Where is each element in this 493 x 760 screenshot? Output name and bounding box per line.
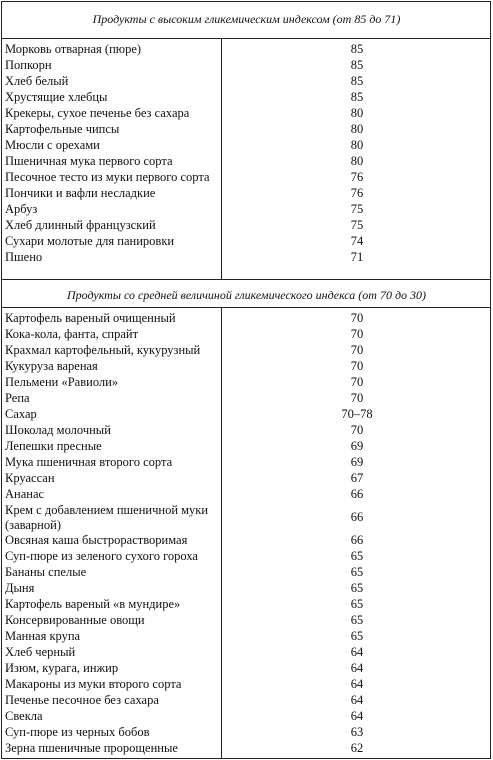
product-name: Суп-пюре из черных бобов <box>5 725 150 739</box>
table-row <box>0 503 493 533</box>
gi-value: 64 <box>350 645 364 659</box>
table-row <box>0 106 493 122</box>
product-name: Сахар <box>5 407 37 421</box>
table-row <box>0 138 493 154</box>
gi-value: 75 <box>350 202 364 216</box>
table-row <box>0 375 493 391</box>
product-name: Мюсли с орехами <box>5 138 100 152</box>
product-name: Шоколад молочный <box>5 423 111 437</box>
gi-value: 64 <box>350 709 364 723</box>
table-row <box>0 154 493 170</box>
table-row <box>0 709 493 725</box>
product-name: Картофельные чипсы <box>5 122 120 136</box>
table-row <box>0 661 493 677</box>
table-row <box>0 645 493 661</box>
product-name: Овсяная каша быстрорастворимая <box>5 533 188 547</box>
table-row <box>0 391 493 407</box>
product-name: Пельмени «Равиоли» <box>5 375 119 389</box>
table-row <box>0 74 493 90</box>
gi-value: 74 <box>350 234 364 248</box>
table-row <box>0 343 493 359</box>
gi-value: 80 <box>350 138 364 152</box>
product-name: Макароны из муки второго сорта <box>5 677 182 691</box>
product-name: Мука пшеничная второго сорта <box>5 455 173 469</box>
product-name: Крекеры, сухое печенье без сахара <box>5 106 190 120</box>
table-row <box>0 677 493 693</box>
gi-value: 70 <box>350 343 364 357</box>
section-high-divider <box>1 38 491 39</box>
gi-value: 70 <box>350 423 364 437</box>
product-name: Суп-пюре из зеленого сухого гороха <box>5 549 198 563</box>
gi-value: 67 <box>350 471 364 485</box>
section-medium-rows <box>0 311 493 757</box>
product-name: Зерна пшеничные пророщенные <box>5 741 178 755</box>
gi-value: 71 <box>350 250 364 264</box>
product-name: Печенье песочное без сахара <box>5 693 159 707</box>
gi-value: 64 <box>350 677 364 691</box>
gi-value: 65 <box>350 565 364 579</box>
gi-value: 62 <box>350 741 364 755</box>
product-name: Пшеничная мука первого сорта <box>5 154 173 168</box>
gi-value: 66 <box>350 533 364 547</box>
gi-value: 85 <box>350 90 364 104</box>
product-name: Хрустящие хлебцы <box>5 90 108 104</box>
product-name: Крахмал картофельный, кукурузный <box>5 343 201 357</box>
gi-value: 75 <box>350 218 364 232</box>
table-row <box>0 439 493 455</box>
product-name: Бананы спелые <box>5 565 87 579</box>
table-row <box>0 122 493 138</box>
gi-value: 80 <box>350 122 364 136</box>
gi-value: 65 <box>350 597 364 611</box>
table-row <box>0 186 493 202</box>
product-name: Попкорн <box>5 58 52 72</box>
table-row <box>0 693 493 709</box>
product-name: Пончики и вафли несладкие <box>5 186 156 200</box>
gi-value: 66 <box>350 510 364 524</box>
gi-value: 85 <box>350 74 364 88</box>
table-row <box>0 471 493 487</box>
product-name: Консервированные овощи <box>5 613 145 627</box>
table-row <box>0 42 493 58</box>
gi-value: 70 <box>350 359 364 373</box>
gi-value: 66 <box>350 487 364 501</box>
section-high-rows <box>0 42 493 266</box>
gi-value: 76 <box>350 186 364 200</box>
table-row <box>0 487 493 503</box>
table-row <box>0 629 493 645</box>
gi-value: 65 <box>350 549 364 563</box>
section-medium-top-divider <box>1 279 491 280</box>
table-row <box>0 359 493 375</box>
product-name: Репа <box>5 391 30 405</box>
gi-value: 65 <box>350 581 364 595</box>
product-name: Манная крупа <box>5 629 81 643</box>
product-name: Морковь отварная (пюре) <box>5 42 142 56</box>
table-row <box>0 597 493 613</box>
product-name: Изюм, курага, инжир <box>5 661 119 675</box>
product-name: Кока-кола, фанта, спрайт <box>5 327 139 341</box>
product-name: Пшено <box>5 250 43 264</box>
table-row <box>0 90 493 106</box>
gi-value: 70 <box>350 327 364 341</box>
table-row <box>0 250 493 266</box>
table-row <box>0 58 493 74</box>
gi-value: 65 <box>350 629 364 643</box>
gi-value: 65 <box>350 613 364 627</box>
table-row <box>0 581 493 597</box>
table-row <box>0 234 493 250</box>
table-row <box>0 170 493 186</box>
section-medium-title: Продукты со средней величиной гликемического индекса (от 70 до 30) <box>66 288 427 302</box>
gi-value: 70–78 <box>341 407 373 421</box>
product-name: Картофель вареный очищенный <box>5 311 176 325</box>
product-name: Песочное тесто из муки первого сорта <box>5 170 210 184</box>
table-row <box>0 407 493 423</box>
product-name: Картофель вареный «в мундире» <box>5 597 181 611</box>
product-name: Хлеб белый <box>5 74 69 88</box>
gi-value: 70 <box>350 391 364 405</box>
gi-value: 76 <box>350 170 364 184</box>
gi-value: 64 <box>350 693 364 707</box>
gi-value: 80 <box>350 154 364 168</box>
section-medium-divider <box>1 307 491 308</box>
table-row <box>0 725 493 741</box>
gi-value: 70 <box>350 311 364 325</box>
section-high-title: Продукты с высоким гликемическим индексом (от 85 до 71) <box>92 12 401 26</box>
product-name: Свекла <box>5 709 43 723</box>
product-name: Хлеб черный <box>5 645 76 659</box>
table-row <box>0 218 493 234</box>
gi-value: 85 <box>350 58 364 72</box>
gi-value: 69 <box>350 439 364 453</box>
table-row <box>0 327 493 343</box>
table-row <box>0 202 493 218</box>
product-name: Хлеб длинный французский <box>5 218 156 232</box>
product-name: Арбуз <box>5 202 38 216</box>
gi-value: 63 <box>350 725 364 739</box>
gi-value: 64 <box>350 661 364 675</box>
product-name: Ананас <box>5 487 45 501</box>
product-name: Круассан <box>5 471 55 485</box>
table-row <box>0 455 493 471</box>
product-name: Сухари молотые для панировки <box>5 234 175 248</box>
gi-value: 70 <box>350 375 364 389</box>
table-row <box>0 423 493 439</box>
product-name: Крем с добавлением пшеничной муки (заварной) <box>5 503 209 532</box>
table-row <box>0 741 493 757</box>
gi-value: 85 <box>350 42 364 56</box>
table-row <box>0 533 493 549</box>
table-row <box>0 613 493 629</box>
product-name: Дыня <box>5 581 35 595</box>
product-name: Лепешки пресные <box>5 439 102 453</box>
product-name: Кукуруза вареная <box>5 359 98 373</box>
table-row <box>0 549 493 565</box>
gi-value: 80 <box>350 106 364 120</box>
gi-value: 69 <box>350 455 364 469</box>
table-row <box>0 311 493 327</box>
table-row <box>0 565 493 581</box>
